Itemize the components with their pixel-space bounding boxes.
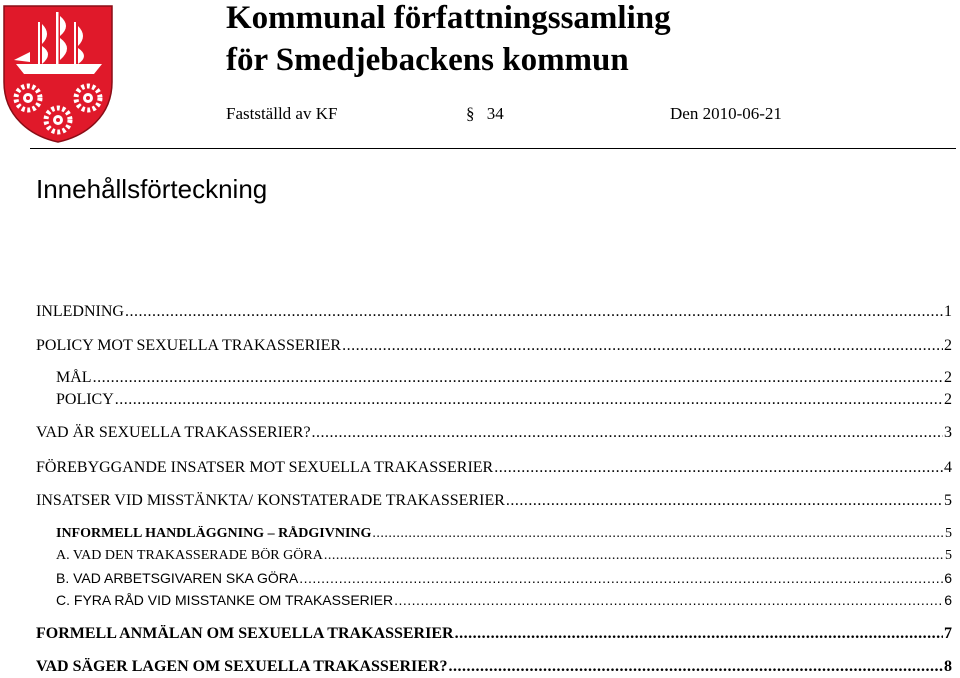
toc-entry[interactable] [36,492,952,510]
toc-page-number: 2 [944,391,952,408]
toc-page-number: 5 [945,526,952,541]
toc-page-number: 8 [944,658,952,675]
toc-leader-dots [372,526,944,541]
toc-entry[interactable] [56,548,952,563]
toc-entry-label: VAD ÄR SEXUELLA TRAKASSERIER? [36,424,311,441]
toc-entry-label: C. FYRA RÅD VID MISSTANKE OM TRAKASSERIER [56,593,394,608]
toc-entry-label: MÅL [56,369,92,386]
toc-entry[interactable] [56,571,952,586]
toc-entry-label: POLICY [56,391,114,408]
toc-page-number: 1 [944,303,952,320]
toc-entry-label: A. VAD DEN TRAKASSERADE BÖR GÖRA [56,548,323,563]
toc-heading: Innehållsförteckning [36,174,268,204]
toc-leader-dots [93,369,943,387]
toc-page-number: 2 [944,369,952,386]
toc-leader-dots [324,548,944,563]
toc-page-number: 6 [944,593,952,608]
toc-leader-dots [455,625,943,643]
document-title-line1: Kommunal författningssamling [226,0,671,36]
toc-page-number: 5 [944,492,952,509]
toc-entry-label: VAD SÄGER LAGEN OM SEXUELLA TRAKASSERIER? [36,658,448,675]
toc-entry[interactable] [56,369,952,387]
toc-entry[interactable] [36,625,952,643]
toc-entry[interactable] [56,526,952,541]
toc-entry-label: B. VAD ARBETSGIVAREN SKA GÖRA [56,571,299,586]
toc-leader-dots [312,424,943,442]
toc-entry[interactable] [36,658,952,676]
toc-leader-dots [506,492,943,510]
toc-leader-dots [125,303,943,321]
toc-page-number: 7 [944,625,952,642]
toc-entry[interactable] [56,593,952,608]
toc-entry[interactable] [36,337,952,355]
toc-leader-dots [342,337,943,355]
toc-page-number: 4 [944,459,952,476]
toc-page-number: 3 [944,424,952,441]
toc-entry-label: POLICY MOT SEXUELLA TRAKASSERIER [36,337,342,354]
toc-leader-dots [394,593,943,608]
toc-entry[interactable] [56,391,952,409]
toc-entry-label: INSATSER VID MISSTÄNKTA/ KONSTATERADE TRAKASSERIER [36,492,505,509]
toc-entry-label: FÖREBYGGANDE INSATSER MOT SEXUELLA TRAKASSERIER [36,459,494,476]
toc-page-number: 2 [944,337,952,354]
section-reference [466,104,504,124]
toc-leader-dots [115,391,943,409]
header-divider [30,148,956,149]
toc-page-number: 5 [945,548,952,563]
section-number: 34 [486,104,504,123]
toc-leader-dots [449,658,943,676]
toc-page-number: 6 [944,571,952,586]
toc-entry-label: FORMELL ANMÄLAN OM SEXUELLA TRAKASSERIER [36,625,454,642]
coat-of-arms-logo [2,4,114,144]
toc-entry-label: INLEDNING [36,303,124,320]
toc-entry[interactable] [36,459,952,477]
document-title-line2: för Smedjebackens kommun [226,42,629,78]
adoption-date: Den 2010-06-21 [670,104,782,123]
adopted-by: Fastställd av KF [226,104,338,123]
toc-leader-dots [494,459,943,477]
toc-leader-dots [299,571,943,586]
toc-entry[interactable] [36,424,952,442]
toc-entry-label: INFORMELL HANDLÄGGNING – RÅDGIVNING [56,526,372,541]
toc-entry[interactable] [36,303,952,321]
section-symbol: § [466,104,475,123]
